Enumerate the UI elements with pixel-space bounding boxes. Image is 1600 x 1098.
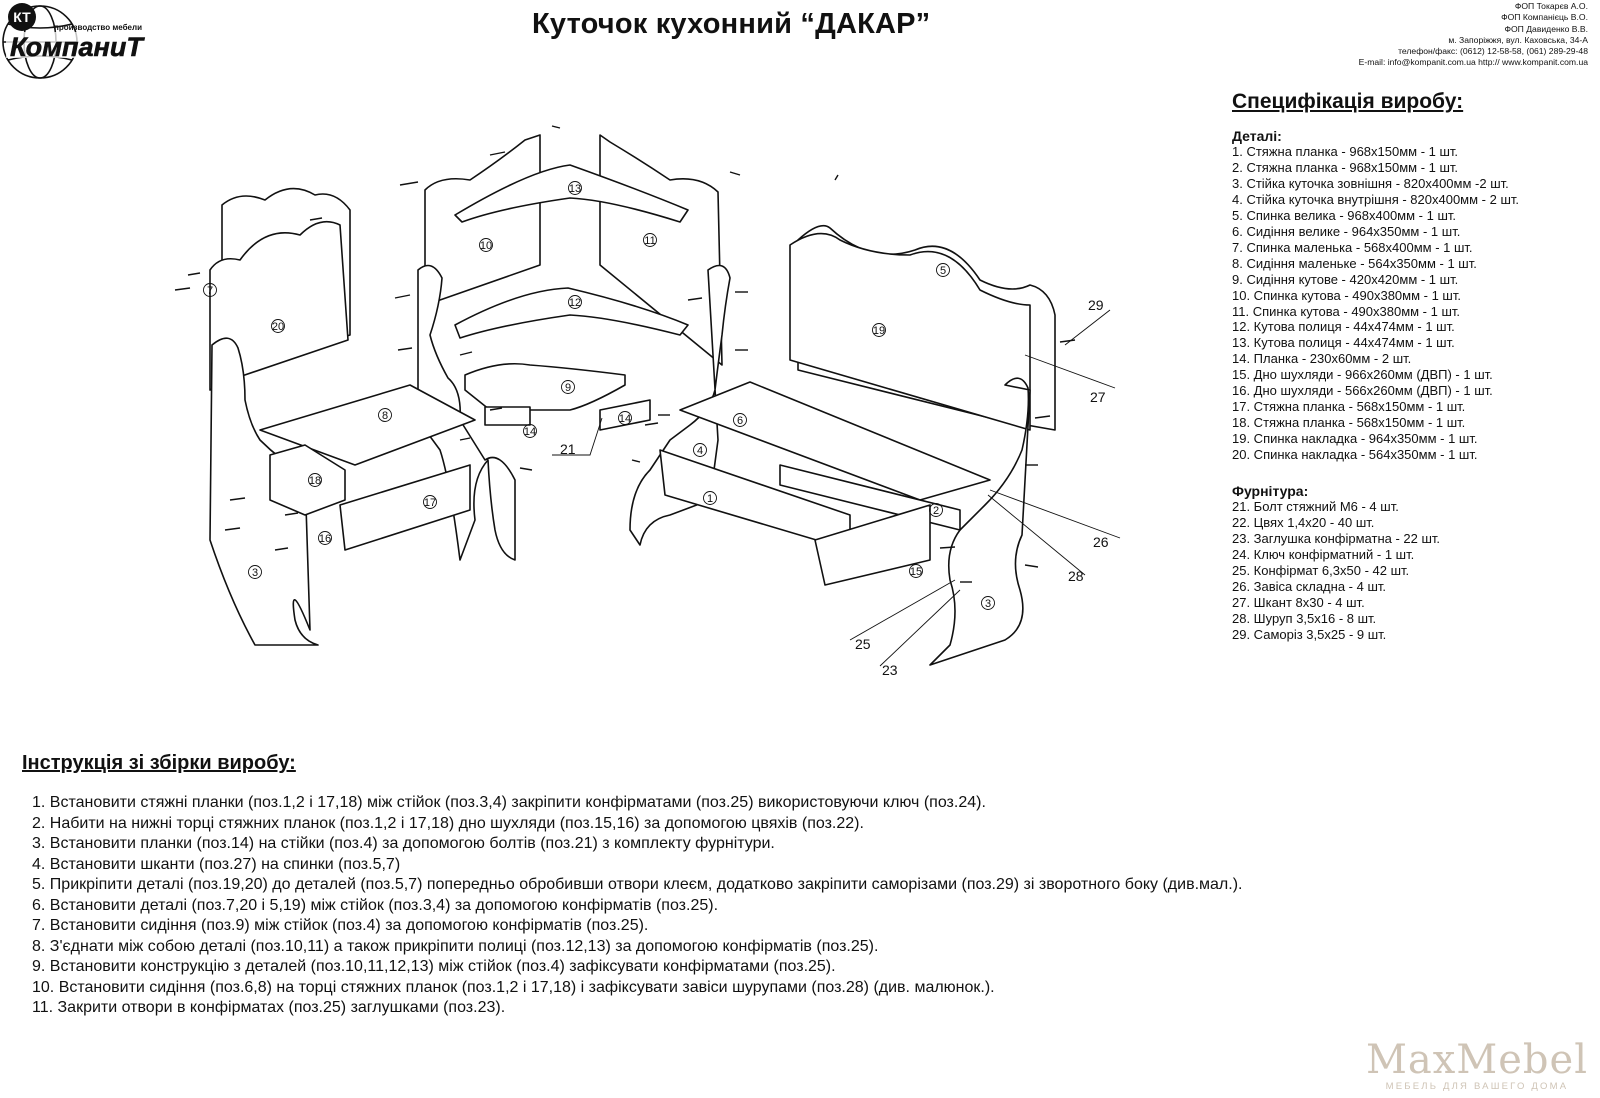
instructions-list bbox=[32, 793, 1242, 1019]
instruction-step: 6. Встановити деталі (поз.7,20 і 5,19) між стійок (поз.3,4) за допомогою конфірматів (поз.25). bbox=[32, 896, 719, 914]
detail-item: 14. Планка - 230х60мм - 2 шт. bbox=[1232, 351, 1412, 367]
callout-18: 18 bbox=[308, 475, 322, 487]
callout-12: 12 bbox=[568, 297, 582, 309]
callout-10: 10 bbox=[479, 240, 493, 252]
fitting-item: 29. Саморіз 3,5х25 - 9 шт. bbox=[1232, 626, 1387, 642]
detail-item: 12. Кутова полиця - 44х474мм - 1 шт. bbox=[1232, 319, 1455, 335]
leader-29: 29 bbox=[1088, 297, 1104, 313]
details-list bbox=[1232, 144, 1519, 463]
part-seat-corner bbox=[465, 364, 625, 410]
instruction-step: 1. Встановити стяжні планки (поз.1,2 і 17,18) між стійок (поз.3,4) закріпити конфірматами (поз.25) використовуючи ключ (поз.24). bbox=[32, 794, 986, 811]
fitting-item: 27. Шкант 8х30 - 4 шт. bbox=[1232, 594, 1365, 610]
detail-item: 4. Стійка куточка внутрішня - 820х400мм - 2 шт. bbox=[1232, 191, 1519, 207]
callout-2: 2 bbox=[932, 505, 940, 517]
detail-item: 9. Сидіння кутове - 420х420мм - 1 шт. bbox=[1232, 271, 1459, 287]
callout-13: 13 bbox=[568, 183, 582, 195]
company-contacts bbox=[1258, 1, 1588, 69]
detail-item: 16. Дно шухляди - 566х260мм (ДВП) - 1 шт. bbox=[1232, 383, 1493, 399]
callout-14-left: 14 bbox=[523, 426, 537, 438]
leader-27: 27 bbox=[1090, 389, 1106, 405]
callout-3-right: 3 bbox=[984, 598, 992, 610]
fittings-list bbox=[1232, 499, 1440, 643]
callout-7: 7 bbox=[206, 285, 214, 297]
leader-21: 21 bbox=[560, 441, 576, 457]
detail-item: 15. Дно шухляди - 966х260мм (ДВП) - 1 шт. bbox=[1232, 367, 1493, 383]
callout-5: 5 bbox=[939, 265, 947, 277]
detail-item: 20. Спинка накладка - 564х350мм - 1 шт. bbox=[1232, 447, 1478, 463]
fittings-title: Фурнітура: bbox=[1232, 483, 1309, 499]
callout-14-right: 14 bbox=[618, 413, 632, 425]
detail-item: 11. Спинка кутова - 490х380мм - 1 шт. bbox=[1232, 303, 1461, 319]
contact-line: м. Запоріжжя, вул. Каховська, 34-А bbox=[1448, 34, 1588, 45]
callout-9: 9 bbox=[564, 382, 572, 394]
fitting-item: 22. Цвях 1,4х20 - 40 шт. bbox=[1232, 514, 1375, 530]
detail-item: 18. Стяжна планка - 568х150мм - 1 шт. bbox=[1232, 415, 1466, 431]
fitting-item: 26. Завіса складна - 4 шт. bbox=[1232, 578, 1386, 594]
watermark-name: MaxMebel bbox=[1365, 1037, 1588, 1083]
detail-item: 1. Стяжна планка - 968х150мм - 1 шт. bbox=[1232, 144, 1459, 159]
spec-title: Специфікація виробу: bbox=[1232, 90, 1464, 113]
instruction-step: 5. Прикріпити деталі (поз.19,20) до деталей (поз.5,7) попередньо обробивши отвори клеєм, додатково закріпити саморізами (поз.29) зі зворотного боку (див.мал.). bbox=[32, 876, 1243, 893]
leader-23: 23 bbox=[882, 662, 898, 678]
contact-line: телефон/факс: (0612) 12-58-58, (061) 289-29-48 bbox=[1398, 46, 1588, 57]
callout-8: 8 bbox=[381, 410, 389, 422]
callout-6: 6 bbox=[736, 415, 744, 427]
detail-item: 8. Сидіння маленьке - 564х350мм - 1 шт. bbox=[1232, 255, 1477, 271]
callout-19: 19 bbox=[872, 325, 886, 337]
instruction-step: 7. Встановити сидіння (поз.9) між стійок (поз.4) за допомогою конфірматів (поз.25). bbox=[32, 917, 649, 934]
callout-11: 11 bbox=[644, 235, 656, 247]
instruction-step: 11. Закрити отвори в конфірматах (поз.25) заглушками (поз.23). bbox=[32, 999, 506, 1016]
contact-line: ФОП Компанієць В.О. bbox=[1501, 12, 1588, 23]
callout-4: 4 bbox=[696, 445, 704, 457]
instruction-step: 3. Встановити планки (поз.14) на стійки (поз.4) за допомогою болтів (поз.21) з комплекту фурнітури. bbox=[32, 835, 775, 852]
fitting-item: 23. Заглушка конфірматна - 22 шт. bbox=[1232, 530, 1441, 546]
leader-25: 25 bbox=[855, 636, 871, 652]
callout-3-left: 3 bbox=[251, 567, 259, 579]
watermark bbox=[1366, 1039, 1588, 1092]
fitting-item: 28. Шуруп 3,5х16 - 8 шт. bbox=[1232, 610, 1377, 626]
details-title: Деталі: bbox=[1232, 128, 1282, 144]
spec-details bbox=[1232, 128, 1519, 463]
part-rail-large bbox=[660, 450, 850, 550]
logo-tagline: производство мебели bbox=[54, 23, 143, 32]
part-rail-small bbox=[340, 465, 470, 550]
fitting-item: 25. Конфірмат 6,3х50 - 42 шт. bbox=[1232, 562, 1410, 578]
assembly-diagram bbox=[170, 120, 1180, 700]
instruction-step: 8. З'єднати між собою деталі (поз.10,11) а також прикріпити полиці (поз.12,13) за допомогою конфірматів (поз.25). bbox=[32, 937, 879, 955]
part-back-overlay-large bbox=[790, 234, 1030, 430]
callout-15: 15 bbox=[909, 566, 923, 578]
instruction-step: 9. Встановити конструкцію з деталей (поз.10,11,12,13) між стійок (поз.4) зафіксувати конфірматами (поз.25). bbox=[32, 958, 836, 975]
instructions-title: Інструкція зі збірки виробу: bbox=[22, 752, 296, 774]
detail-item: 3. Стійка куточка зовнішня - 820х400мм -2 шт. bbox=[1232, 175, 1509, 191]
instruction-step: 2. Набити на нижні торці стяжних планок (поз.1,2 і 17,18) дно шухляди (поз.15,16) за допомогою цвяхів (поз.22). bbox=[32, 814, 864, 832]
detail-item: 6. Сидіння велике - 964х350мм - 1 шт. bbox=[1232, 223, 1461, 239]
detail-item: 5. Спинка велика - 968х400мм - 1 шт. bbox=[1232, 207, 1457, 223]
callout-20: 20 bbox=[271, 321, 285, 333]
fitting-item: 24. Ключ конфірматний - 1 шт. bbox=[1232, 546, 1415, 562]
detail-item: 7. Спинка маленька - 568х400мм - 1 шт. bbox=[1232, 239, 1473, 255]
detail-item: 10. Спинка кутова - 490х380мм - 1 шт. bbox=[1232, 287, 1461, 303]
instruction-step: 10. Встановити сидіння (поз.6,8) на торці стяжних планок (поз.1,2 і 17,18) і зафіксувати завіси шурупами (поз.28) (див. малюнок.). bbox=[32, 978, 995, 996]
page-title: Куточок кухонний “ДАКАР” bbox=[532, 8, 931, 40]
detail-item: 19. Спинка накладка - 964х350мм - 1 шт. bbox=[1232, 431, 1478, 447]
detail-item: 2. Стяжна планка - 968х150мм - 1 шт. bbox=[1232, 159, 1459, 175]
instruction-step: 4. Встановити шканти (поз.27) на спинки (поз.5,7) bbox=[32, 855, 401, 873]
leader-28: 28 bbox=[1068, 568, 1084, 584]
watermark-tagline: МЕБЕЛЬ ДЛЯ ВАШЕГО ДОМА bbox=[1385, 1081, 1569, 1092]
contact-line: E-mail: info@kompanit.com.ua http:// www.kompanit.com.ua bbox=[1358, 57, 1588, 68]
logo-name: КомпаниТ bbox=[10, 32, 143, 62]
detail-item: 17. Стяжна планка - 568х150мм - 1 шт. bbox=[1232, 399, 1466, 415]
leader-26: 26 bbox=[1093, 534, 1109, 550]
spec-fittings bbox=[1232, 483, 1440, 643]
company-logo bbox=[0, 0, 185, 82]
fitting-item: 21. Болт стяжний М6 - 4 шт. bbox=[1232, 499, 1399, 514]
detail-item: 13. Кутова полиця - 44х474мм - 1 шт. bbox=[1232, 335, 1455, 351]
callout-16: 16 bbox=[318, 533, 332, 545]
contact-line: ФОП Токарєв А.О. bbox=[1514, 1, 1588, 11]
callout-1: 1 bbox=[706, 493, 714, 505]
callout-17: 17 bbox=[423, 497, 437, 509]
logo-badge: КТ bbox=[13, 9, 31, 25]
contact-line: ФОП Давиденко В.В. bbox=[1504, 23, 1588, 34]
